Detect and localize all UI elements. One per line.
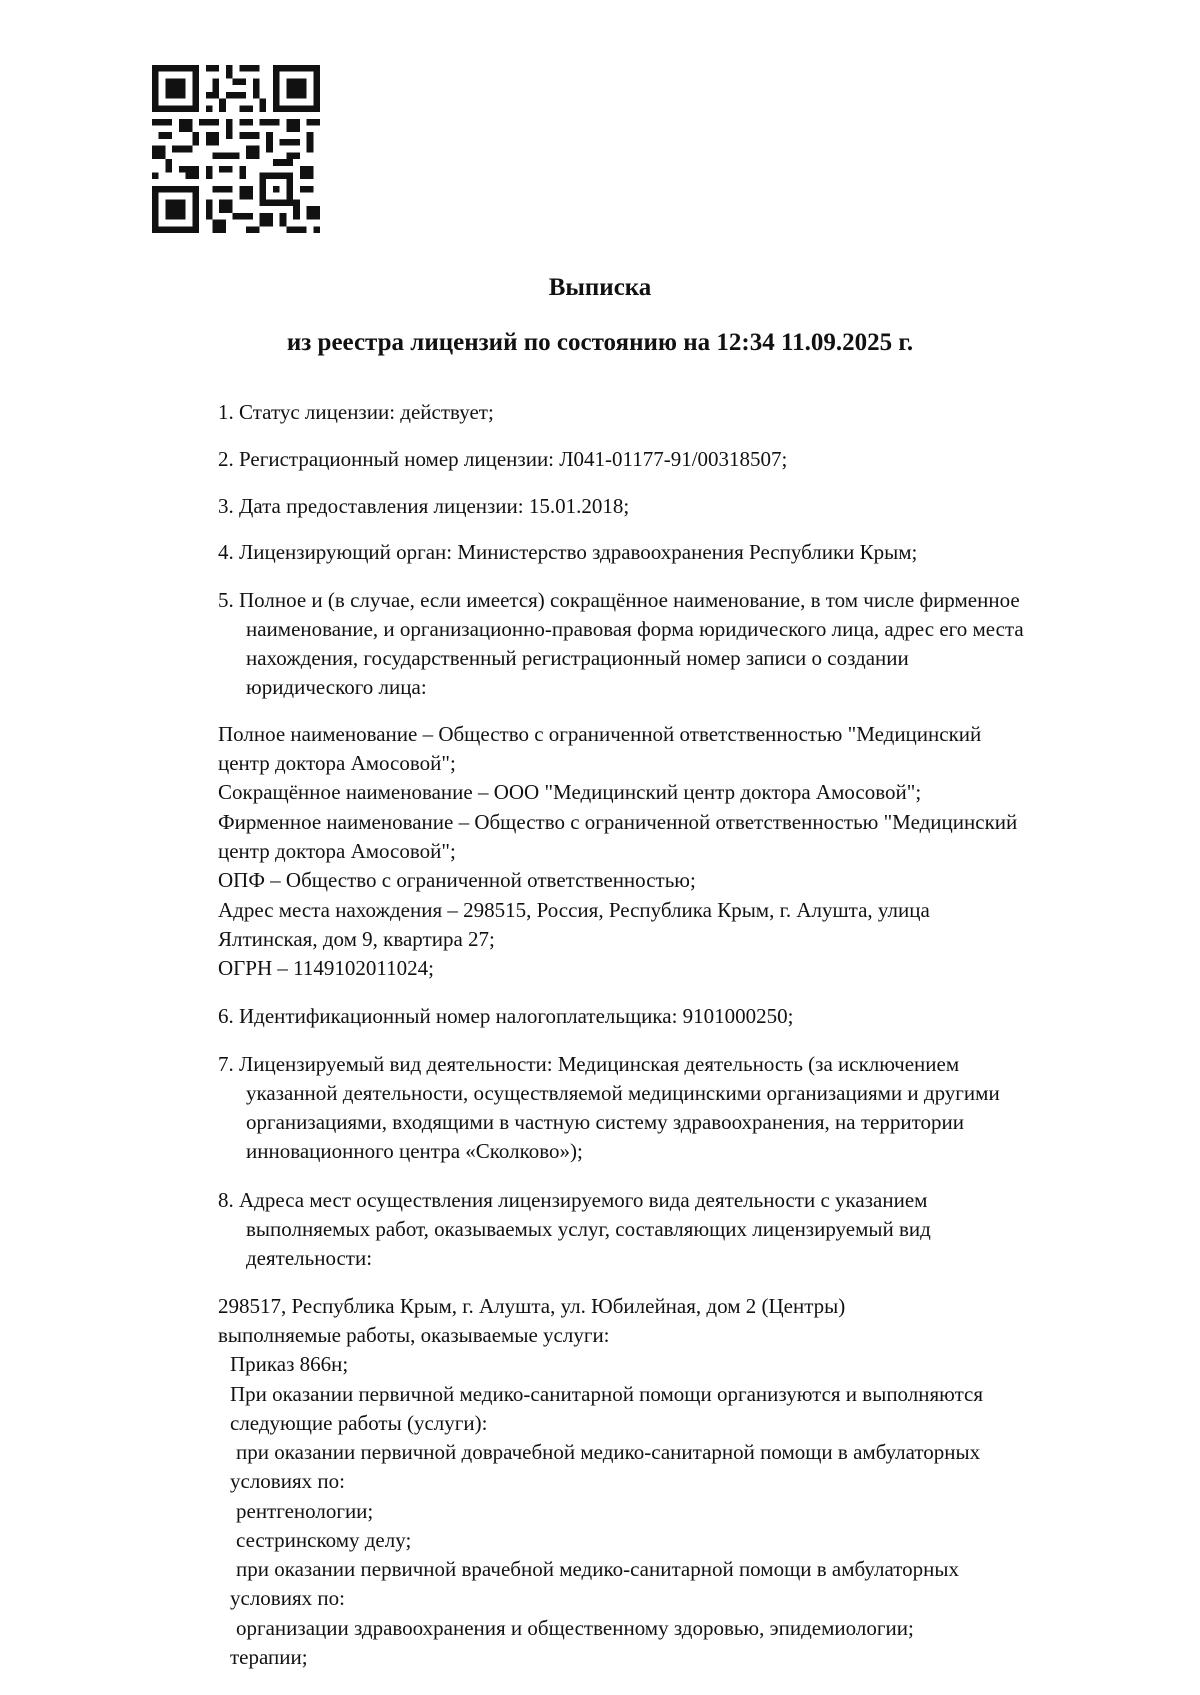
qr-code xyxy=(152,65,320,233)
item-number: 8. xyxy=(218,1188,234,1212)
item-text-line: наименование, и организационно-правовая форма юридического лица, адрес его места xyxy=(246,617,1024,641)
item-text: Лицензируемый вид деятельности: Медицинская деятельность (за исключением xyxy=(239,1052,960,1076)
service-line: рентгенологии; xyxy=(236,1499,374,1523)
item-text: Лицензирующий орган: Министерство здравоохранения Республики Крым; xyxy=(239,540,918,564)
list-item-5 xyxy=(218,586,1020,615)
item-number: 6. xyxy=(218,1004,234,1028)
list-item-8 xyxy=(218,1186,927,1215)
item-text: Дата предоставления лицензии: 15.01.2018; xyxy=(239,494,630,518)
list-item-4 xyxy=(218,538,917,567)
org-line: ОПФ – Общество с ограниченной ответственностью; xyxy=(218,868,696,892)
item-text: Адреса мест осуществления лицензируемого вида деятельности с указанием xyxy=(239,1188,928,1212)
item-text-line: инновационного центра «Сколково»); xyxy=(246,1139,583,1163)
item-text: Полное и (в случае, если имеется) сокращённое наименование, в том числе фирменное xyxy=(239,588,1020,612)
list-item-6 xyxy=(218,1002,794,1031)
org-line: Сокращённое наименование – ООО "Медицинский центр доктора Амосовой"; xyxy=(218,780,922,804)
service-line: следующие работы (услуги): xyxy=(230,1411,488,1435)
item-text-line: выполняемых работ, оказываемых услуг, составляющих лицензируемый вид xyxy=(246,1217,931,1241)
item-text-line: организациями, входящими в частную систему здравоохранения, на территории xyxy=(246,1110,964,1134)
org-line: Фирменное наименование – Общество с ограниченной ответственностью "Медицинский xyxy=(218,810,1018,834)
list-item-3 xyxy=(218,492,629,521)
service-line: условиях по: xyxy=(230,1586,345,1610)
service-address: 298517, Республика Крым, г. Алушта, ул. Юбилейная, дом 2 (Центры) xyxy=(218,1294,846,1318)
item-number: 7. xyxy=(218,1052,234,1076)
item-number: 1. xyxy=(218,400,234,424)
list-item-1 xyxy=(218,398,494,427)
org-line: центр доктора Амосовой"; xyxy=(218,751,456,775)
item-number: 3. xyxy=(218,494,234,518)
item-number: 4. xyxy=(218,540,234,564)
item-text-line: нахождения, государственный регистрационный номер записи о создании xyxy=(246,646,909,670)
service-line: терапии; xyxy=(230,1645,308,1669)
service-line: при оказании первичной доврачебной медико-санитарной помощи в амбулаторных xyxy=(236,1440,981,1464)
org-line: центр доктора Амосовой"; xyxy=(218,839,456,863)
document-subtitle: из реестра лицензий по состоянию на 12:34 11.09.2025 г. xyxy=(286,329,914,356)
document-title: Выписка xyxy=(548,274,652,301)
service-line: Приказ 866н; xyxy=(230,1352,349,1376)
item-text: Статус лицензии: действует; xyxy=(239,400,494,424)
item-number: 5. xyxy=(218,588,234,612)
service-line: сестринскому делу; xyxy=(236,1528,412,1552)
service-line: выполняемые работы, оказываемые услуги: xyxy=(218,1323,610,1347)
item-number: 2. xyxy=(218,447,234,471)
org-line: Полное наименование – Общество с ограниченной ответственностью "Медицинский xyxy=(218,722,982,746)
org-line: ОГРН – 1149102011024; xyxy=(218,956,434,980)
list-item-7 xyxy=(218,1050,959,1079)
service-line: условиях по: xyxy=(230,1469,345,1493)
org-line: Ялтинская, дом 9, квартира 27; xyxy=(218,927,495,951)
item-text-line: юридического лица: xyxy=(246,675,427,699)
service-line: при оказании первичной врачебной медико-санитарной помощи в амбулаторных xyxy=(236,1557,959,1581)
org-line: Адрес места нахождения – 298515, Россия, Республика Крым, г. Алушта, улица xyxy=(218,898,930,922)
item-text-line: указанной деятельности, осуществляемой медицинскими организациями и другими xyxy=(246,1081,1000,1105)
item-text-line: деятельности: xyxy=(246,1246,373,1270)
list-item-2 xyxy=(218,445,787,474)
item-text: Идентификационный номер налогоплательщика: 9101000250; xyxy=(239,1004,794,1028)
item-text: Регистрационный номер лицензии: Л041-01177-91/00318507; xyxy=(239,447,788,471)
service-line: организации здравоохранения и общественному здоровью, эпидемиологии; xyxy=(236,1616,914,1640)
service-line: При оказании первичной медико-санитарной помощи организуются и выполняются xyxy=(230,1382,983,1406)
